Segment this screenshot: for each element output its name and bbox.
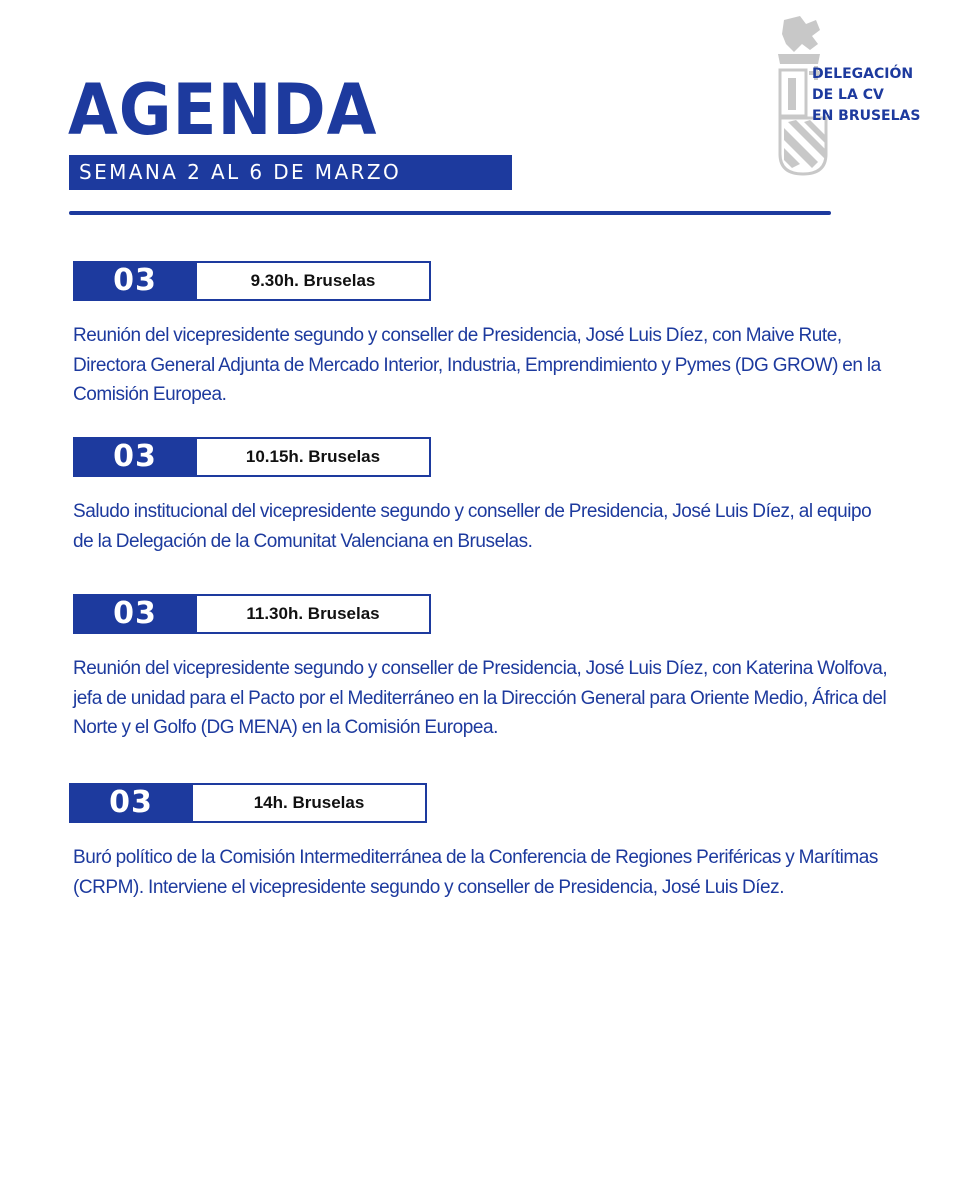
header-divider xyxy=(69,211,831,215)
event-day: 03 xyxy=(73,261,197,301)
event-day: 03 xyxy=(69,783,193,823)
delegation-line-2: DE LA CV xyxy=(812,87,884,103)
event-description: Buró político de la Comisión Intermediterránea de la Conferencia de Regiones Periféricas y Marítimas (CRPM). Interviene el vicepresidente segundo y conseller de Presidencia, José Luis Díez. xyxy=(73,847,878,898)
event-day: 03 xyxy=(73,437,197,477)
event-header xyxy=(73,261,431,301)
event-time: 14h. Bruselas xyxy=(193,783,427,823)
delegation-line-1: DELEGACIÓN xyxy=(812,66,914,82)
event-header xyxy=(73,594,431,634)
delegation-line-3: EN BRUSELAS xyxy=(812,108,921,124)
event-time: 10.15h. Bruselas xyxy=(197,437,431,477)
event-time: 9.30h. Bruselas xyxy=(197,261,431,301)
delegation-name xyxy=(812,64,920,127)
page-title: AGENDA xyxy=(68,69,378,151)
event-description: Reunión del vicepresidente segundo y conseller de Presidencia, José Luis Díez, con Katerina Wolfova, jefa de unidad para el Pacto por el Mediterráneo en la Dirección General para Oriente Medio, África del Norte y el Golfo (DG MENA) en la Comisión Europea. xyxy=(73,658,888,738)
event-time: 11.30h. Bruselas xyxy=(197,594,431,634)
event-description: Saludo institucional del vicepresidente segundo y conseller de Presidencia, José Luis Díez, al equipo de la Delegación de la Comunitat Valenciana en Bruselas. xyxy=(73,501,872,552)
week-banner xyxy=(69,155,512,190)
event-header xyxy=(73,437,431,477)
event-header xyxy=(69,783,427,823)
event-day: 03 xyxy=(73,594,197,634)
week-label: SEMANA 2 AL 6 DE MARZO xyxy=(79,160,402,184)
event-description: Reunión del vicepresidente segundo y conseller de Presidencia, José Luis Díez, con Maive Rute, Directora General Adjunta de Mercado Interior, Industria, Emprendimiento y Pymes (DG GROW) en la Comisión Europea. xyxy=(73,325,881,405)
